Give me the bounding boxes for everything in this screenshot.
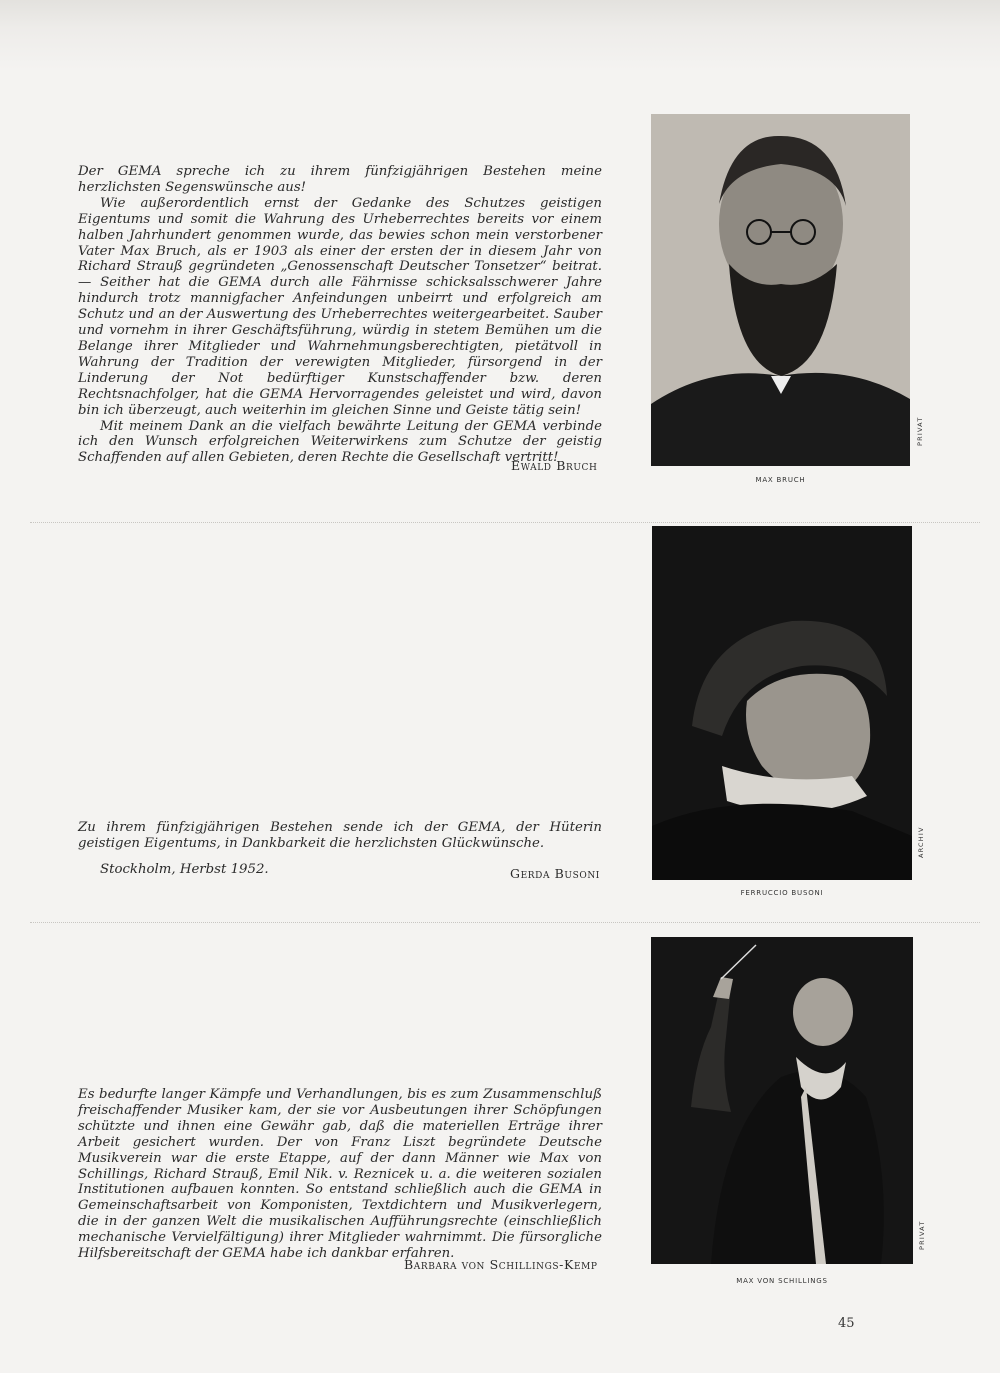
page-top-shading	[0, 0, 1000, 70]
busoni-letter	[78, 820, 602, 852]
caption-max-bruch: MAX BRUCH	[755, 476, 806, 484]
photo-credit-privat-2: PRIVAT	[918, 1220, 926, 1250]
busoni-letter-place-date: Stockholm, Herbst 1952.	[100, 862, 269, 877]
schillings-letter	[78, 1087, 602, 1262]
page-number: 45	[838, 1316, 855, 1331]
schillings-letter-body: Es bedurfte langer Kämpfe und Verhandlungen, bis es zum Zusammenschluß freischaffender Musiker kam, der sie vor Ausbeutungen ihrer Schöpfungen schützte und ihnen eine Gewähr gab, daß die materiellen Erträge ihrer Arbeit gesichert wurden. Der von Franz Liszt begründete Deutsche Musikverein war die erste Etappe, auf der dann Männer wie Max von Schillings, Richard Strauß, Emil Nik. v. Reznicek u. a. die weiteren sozialen Institutionen aufbauen konnten. So entstand schließlich auch die GEMA in Gemeinschaftsarbeit von Komponisten, Textdichtern und Musikverlegern, die in der ganzen Welt die musikalischen Aufführungsrechte (einschließlich mechanische Vervielfältigung) ihrer Mitglieder wahrnimmt. Die fürsorgliche Hilfsbereitschaft der GEMA habe ich dankbar erfahren.	[78, 1087, 602, 1262]
section-divider-2	[30, 922, 980, 923]
bruch-letter-closing: Mit meinem Dank an die vielfach bewährte Leitung der GEMA verbinde ich den Wunsch erfolgreichen Weiterwirkens zum Schutze der geistig Schaffenden auf allen Gebieten, deren Rechte die Gesellschaft vertritt!	[78, 418, 602, 466]
bruch-letter-opening: Der GEMA spreche ich zu ihrem fünfzigjährigen Bestehen meine herzlichsten Segenswünsche aus!	[78, 164, 602, 195]
section-divider-1	[30, 522, 980, 523]
caption-max-von-schillings: MAX VON SCHILLINGS	[736, 1277, 828, 1285]
photo-credit-privat-1: PRIVAT	[916, 416, 924, 446]
signature-gerda-busoni: Gerda Busoni	[510, 866, 600, 881]
photo-ferruccio-busoni	[652, 526, 912, 880]
signature-barbara-von-schillings-kemp: Barbara von Schillings-Kemp	[404, 1257, 598, 1272]
bruch-letter	[78, 164, 602, 466]
signature-ewald-bruch: Ewald Bruch	[511, 458, 598, 473]
bruch-letter-body: Wie außerordentlich ernst der Gedanke des Schutzes geistigen Eigentums und somit die Wahrung des Urheberrechtes bereits vor einem halben Jahrhundert genommen wurde, das bewies schon mein verstorbener Vater Max Bruch, als er 1903 als einer der ersten der in diesem Jahr von Richard Strauß gegründeten „Genossenschaft Deutscher Tonsetzer“ beitrat. — Seither hat die GEMA durch alle Fährnisse schicksalsschwerer Jahre hindurch trotz mannigfacher Anfeindungen unbeirrt und erfolgreich am Schutz und an der Auswertung des Urheberrechtes weitergearbeitet. Sauber und vornehm in ihrer Geschäftsführung, würdig in stetem Bemühen um die Belange ihrer Mitglieder und Wahrnehmungsberechtigten, pietätvoll in Wahrung der Tradition der verewigten Mitglieder, fürsorgend in der Linderung der Not bedürftiger Kunstschaffender bzw. deren Rechtsnachfolger, hat die GEMA Hervorragendes geleistet und wird, davon bin ich überzeugt, auch weiterhin im gleichen Sinne und Geiste tätig sein!	[78, 195, 602, 418]
busoni-letter-body: Zu ihrem fünfzigjährigen Bestehen sende ich der GEMA, der Hüterin geistigen Eigentums, in Dankbarkeit die herzlichsten Glückwünsche.	[78, 820, 602, 851]
photo-credit-archiv: ARCHIV	[917, 826, 925, 858]
photo-max-bruch	[651, 114, 910, 466]
photo-max-von-schillings	[651, 937, 913, 1264]
caption-ferruccio-busoni: FERRUCCIO BUSONI	[740, 889, 824, 897]
